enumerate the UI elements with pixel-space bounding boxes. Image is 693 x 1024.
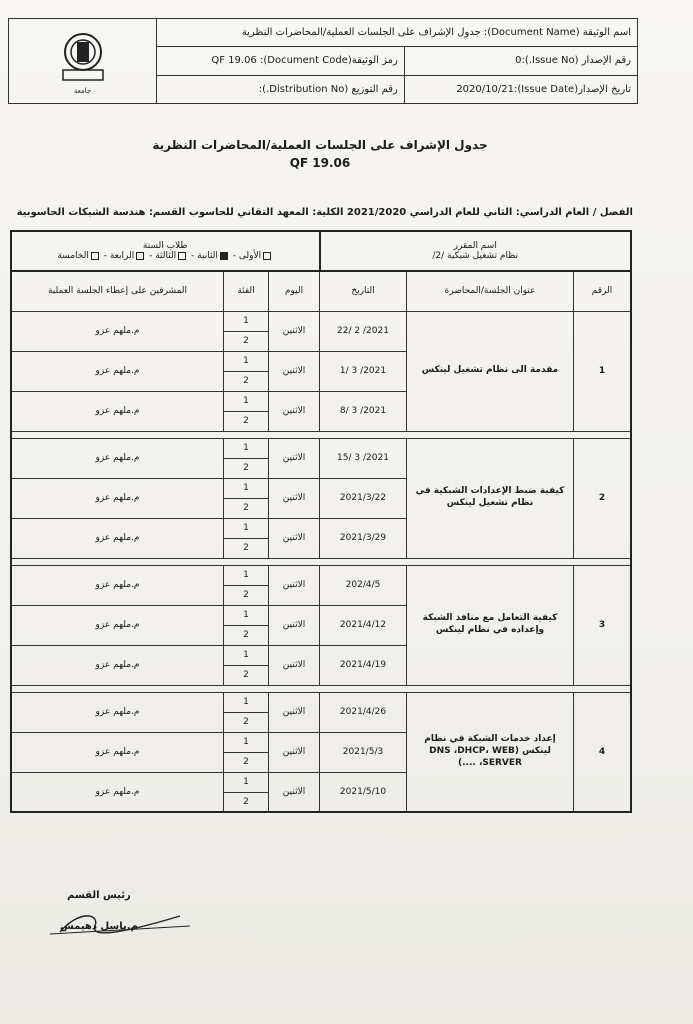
supervisor-name: م.ملهم عزو <box>11 391 224 431</box>
group-number: 1 <box>224 732 269 752</box>
session-day: الاثنين <box>269 478 320 518</box>
section-number: 3 <box>574 565 632 685</box>
session-date: 2021/ 3 /15 <box>320 438 407 478</box>
doc-name: اسم الوثيقة (Document Name): جدول الإشراف على الجلسات العملية/المحاضرات النظرية <box>157 19 638 47</box>
group-number: 1 <box>224 438 269 458</box>
course-label: اسم المقرر <box>453 241 497 251</box>
col-date: التاريخ <box>320 271 407 311</box>
col-title: عنوان الجلسة/المحاضرة <box>407 271 574 311</box>
university-logo <box>9 19 157 104</box>
semester-info: الفصل / العام الدراسي: الثاني للعام الدراسي 2021/2020 الكلية: المعهد التقاني للحاسوب القسم: هندسة الشبكات الحاسوبية <box>16 207 633 218</box>
section-topic: كيفية ضبط الإعدادات الشبكية في نظام تشغيل لينكس <box>407 438 574 558</box>
supervisor-name: م.ملهم عزو <box>11 772 224 812</box>
session-date: 2021/ 2 /22 <box>320 311 407 351</box>
session-date: 2021/5/3 <box>320 732 407 772</box>
session-day: الاثنين <box>269 438 320 478</box>
session-day: الاثنين <box>269 692 320 732</box>
session-day: الاثنين <box>269 518 320 558</box>
group-number: 2 <box>224 331 269 351</box>
section-topic: مقدمة الى نظام تشغيل لينكس <box>407 311 574 431</box>
session-date: 2021/3/29 <box>320 518 407 558</box>
group-number: 2 <box>224 585 269 605</box>
year-checkbox-4[interactable] <box>136 252 144 260</box>
logo-text: جامعة <box>73 86 92 95</box>
group-number: 1 <box>224 645 269 665</box>
col-supervisors: المشرفين على إعطاء الجلسة العملية <box>11 271 224 311</box>
section-number: 1 <box>574 311 632 431</box>
group-number: 1 <box>224 351 269 371</box>
issue-no: رقم الإصدار (Issue No.):0 <box>404 47 637 75</box>
session-day: الاثنين <box>269 351 320 391</box>
group-number: 2 <box>224 411 269 431</box>
document-header <box>8 18 638 104</box>
doc-code: رمز الوثيقة(Document Code): QF 19.06 <box>157 47 405 75</box>
footer-role: رئيس القسم <box>67 890 131 901</box>
group-number: 1 <box>224 692 269 712</box>
table-row <box>11 565 631 585</box>
supervisor-name: م.ملهم عزو <box>11 438 224 478</box>
year-checkbox-3[interactable] <box>178 252 186 260</box>
col-group: الفئة <box>224 271 269 311</box>
session-date: 2021/5/10 <box>320 772 407 812</box>
page-subtitle: QF 19.06 <box>289 156 351 170</box>
session-date: 2021/ 3 /8 <box>320 391 407 431</box>
section-separator <box>11 431 631 438</box>
group-number: 1 <box>224 391 269 411</box>
group-number: 2 <box>224 792 269 812</box>
section-number: 2 <box>574 438 632 558</box>
supervisor-name: م.ملهم عزو <box>11 311 224 351</box>
session-date: 202/4/5 <box>320 565 407 605</box>
schedule-rows <box>11 311 631 812</box>
table-row <box>11 311 631 331</box>
year-checkbox-5[interactable] <box>91 252 99 260</box>
group-number: 1 <box>224 565 269 585</box>
supervisor-name: م.ملهم عزو <box>11 645 224 685</box>
session-day: الاثنين <box>269 645 320 685</box>
group-number: 2 <box>224 625 269 645</box>
section-separator <box>11 558 631 565</box>
session-day: الاثنين <box>269 311 320 351</box>
group-number: 1 <box>224 311 269 331</box>
group-number: 2 <box>224 752 269 772</box>
logo-icon <box>55 28 111 84</box>
distribution-no: رقم التوزيع (Distribution No.): <box>157 75 405 103</box>
group-number: 1 <box>224 518 269 538</box>
supervisor-name: م.ملهم عزو <box>11 351 224 391</box>
session-day: الاثنين <box>269 565 320 605</box>
year-cell <box>11 231 320 271</box>
session-date: 2021/4/19 <box>320 645 407 685</box>
supervisor-name: م.ملهم عزو <box>11 478 224 518</box>
session-day: الاثنين <box>269 772 320 812</box>
supervisor-name: م.ملهم عزو <box>11 518 224 558</box>
group-number: 2 <box>224 458 269 478</box>
group-number: 2 <box>224 712 269 732</box>
year-options: الأولى - الثانية - الثالثة - الرابعة - الخامسة <box>12 251 319 261</box>
section-topic: إعداد خدمات الشبكة في نظام لينكس (DNS ،DHCP، WEB SERVER، ....) <box>407 692 574 812</box>
group-number: 2 <box>224 665 269 685</box>
group-number: 1 <box>224 605 269 625</box>
supervisor-name: م.ملهم عزو <box>11 732 224 772</box>
signature-mark <box>40 904 190 944</box>
section-topic: كيفية التعامل مع منافذ الشبكة وإعداده في نظام لينكس <box>407 565 574 685</box>
session-date: 2021/ 3 /1 <box>320 351 407 391</box>
course-name: نظام تشغيل شبكية /2/ <box>432 251 519 261</box>
session-day: الاثنين <box>269 732 320 772</box>
page-title: جدول الإشراف على الجلسات العملية/المحاضرات النظرية <box>152 138 488 152</box>
section-number: 4 <box>574 692 632 812</box>
group-number: 2 <box>224 498 269 518</box>
session-date: 2021/3/22 <box>320 478 407 518</box>
year-label: طلاب السنة <box>142 241 188 251</box>
col-num: الرقم <box>574 271 632 311</box>
group-number: 2 <box>224 371 269 391</box>
course-cell <box>320 231 632 271</box>
col-day: اليوم <box>269 271 320 311</box>
supervisor-name: م.ملهم عزو <box>11 565 224 605</box>
group-number: 1 <box>224 478 269 498</box>
schedule-table <box>10 230 632 813</box>
footer-name: م.باسل دهيمش <box>60 921 138 932</box>
group-number: 1 <box>224 772 269 792</box>
session-date: 2021/4/12 <box>320 605 407 645</box>
supervisor-name: م.ملهم عزو <box>11 605 224 645</box>
year-checkbox-2[interactable] <box>220 252 228 260</box>
session-day: الاثنين <box>269 391 320 431</box>
year-checkbox-1[interactable] <box>263 252 271 260</box>
group-number: 2 <box>224 538 269 558</box>
table-row <box>11 438 631 458</box>
issue-date: تاريخ الإصدار(Issue Date):2020/10/21 <box>404 75 637 103</box>
table-row <box>11 692 631 712</box>
section-separator <box>11 685 631 692</box>
supervisor-name: م.ملهم عزو <box>11 692 224 732</box>
session-day: الاثنين <box>269 605 320 645</box>
session-date: 2021/4/26 <box>320 692 407 732</box>
